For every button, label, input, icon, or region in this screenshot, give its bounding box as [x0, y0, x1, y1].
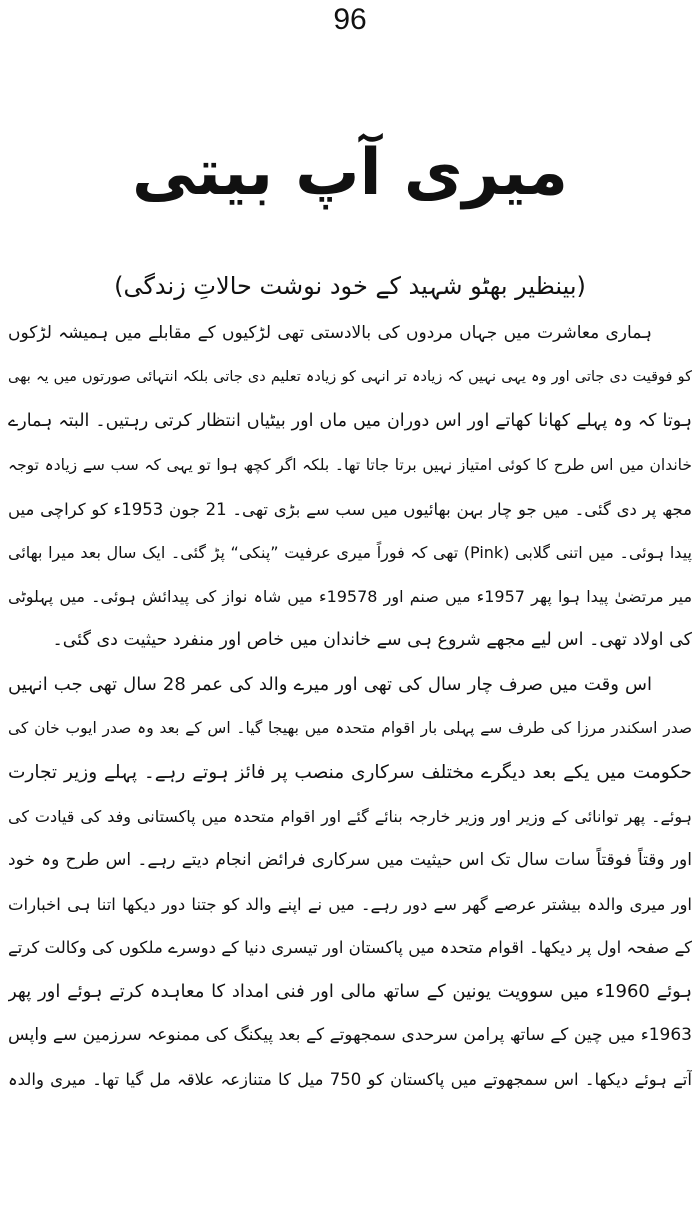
text-line: اس وقت میں صرف چار سال کی تھی اور میرے والد کی عمر 28 سال تھی جب انہیں	[8, 674, 652, 696]
chapter-title: میری آپ بیتی	[131, 136, 569, 210]
text-line: ہماری معاشرت میں جہاں مردوں کی بالادستی تھی لڑکیوں کے مقابلے میں ہمیشہ لڑکوں	[8, 323, 652, 343]
text-line: کو فوقیت دی جاتی اور وہ یہی نہیں کہ زیادہ تر انہی کو زیادہ تعلیم دی جاتی بلکہ انتہائی صورتوں میں یہ بھی	[8, 368, 692, 385]
text-line: ہوئے 1960ء میں سوویت یونین کے ساتھ مالی اور فنی امداد کا معاہدہ کرتے ہوئے اور پھر	[8, 981, 692, 1003]
text-line: آتے ہوئے دیکھا۔ اس سمجھوتے میں پاکستان کو 750 میل کا متنازعہ علاقہ مل گیا تھا۔ میری والدہ	[8, 1070, 692, 1090]
text-line: میر مرتضیٰ پیدا ہوا پھر 1957ء میں صنم اور 19578ء میں شاہ نواز کی پیدائش ہوئی۔ میں پہلوٹی	[8, 587, 692, 607]
page-number: 96	[333, 3, 367, 36]
text-line: ہوتا کہ وہ پہلے کھانا کھاتے اور اس دوران میں ماں اور بیٹیاں انتظار کرتی رہتیں۔ البتہ ہمارے	[8, 410, 692, 431]
text-line: صدر اسکندر مرزا کی طرف سے پہلی بار اقوام متحدہ میں بھیجا گیا۔ اس کے بعد وہ صدر ایوب خان کی	[8, 719, 692, 738]
text-line: 1963ء میں چین کے ساتھ پرامن سرحدی سمجھوتے کے بعد پیکنگ کی ممنوعہ سرزمین سے واپس	[8, 1025, 692, 1046]
text-line: کی اولاد تھی۔ اس لیے مجھے شروع ہی سے خاندان میں خاص اور منفرد حیثیت دی گئی۔	[52, 630, 692, 651]
text-line: مجھ پر دی گئی۔ میں جو چار بہن بھائیوں میں سب سے بڑی تھی۔ 21 جون 1953ء کو کراچی میں	[8, 499, 692, 519]
text-line: کے صفحہ اول پر دیکھا۔ اقوام متحدہ میں پاکستان اور تیسری دنیا کے دوسرے ملکوں کی وکالت کرتے	[8, 938, 692, 958]
text-line: اور میری والدہ بیشتر عرصے گھر سے دور رہے۔ میں نے اپنے والد کو جتنا دور دیکھا اتنا ہی اخبارات	[8, 894, 692, 914]
text-line: ہوئے۔ پھر توانائی کے وزیر اور وزیر خارجہ بنائے گئے اور اقوام متحدہ میں پاکستانی وفد کی قیادت کی	[8, 806, 692, 826]
chapter-subtitle: (بینظیر بھٹو شہید کے خود نوشت حالاتِ زندگی)	[114, 272, 586, 300]
text-line: پیدا ہوئی۔ میں اتنی گلابی (Pink) تھی کہ فوراً میری عرفیت ”پنکی“ پڑ گئی۔ ایک سال بعد میرا بھائی	[8, 543, 692, 563]
text-line: خاندان میں اس طرح کا کوئی امتیاز نہیں برتا جاتا تھا۔ بلکہ اگر کچھ ہوا تو یہی کہ سب سے زیادہ توجہ	[8, 455, 692, 474]
text-line: حکومت میں یکے بعد دیگرے مختلف سرکاری منصب پر فائز ہوتے رہے۔ پہلے وزیر تجارت	[8, 761, 692, 783]
body-text	[8, 312, 692, 1102]
text-line: اور وقتاً فوقتاً سات سال تک اس حیثیت میں سرکاری فرائض انجام دیتے رہے۔ اس طرح وہ خود	[8, 849, 692, 870]
